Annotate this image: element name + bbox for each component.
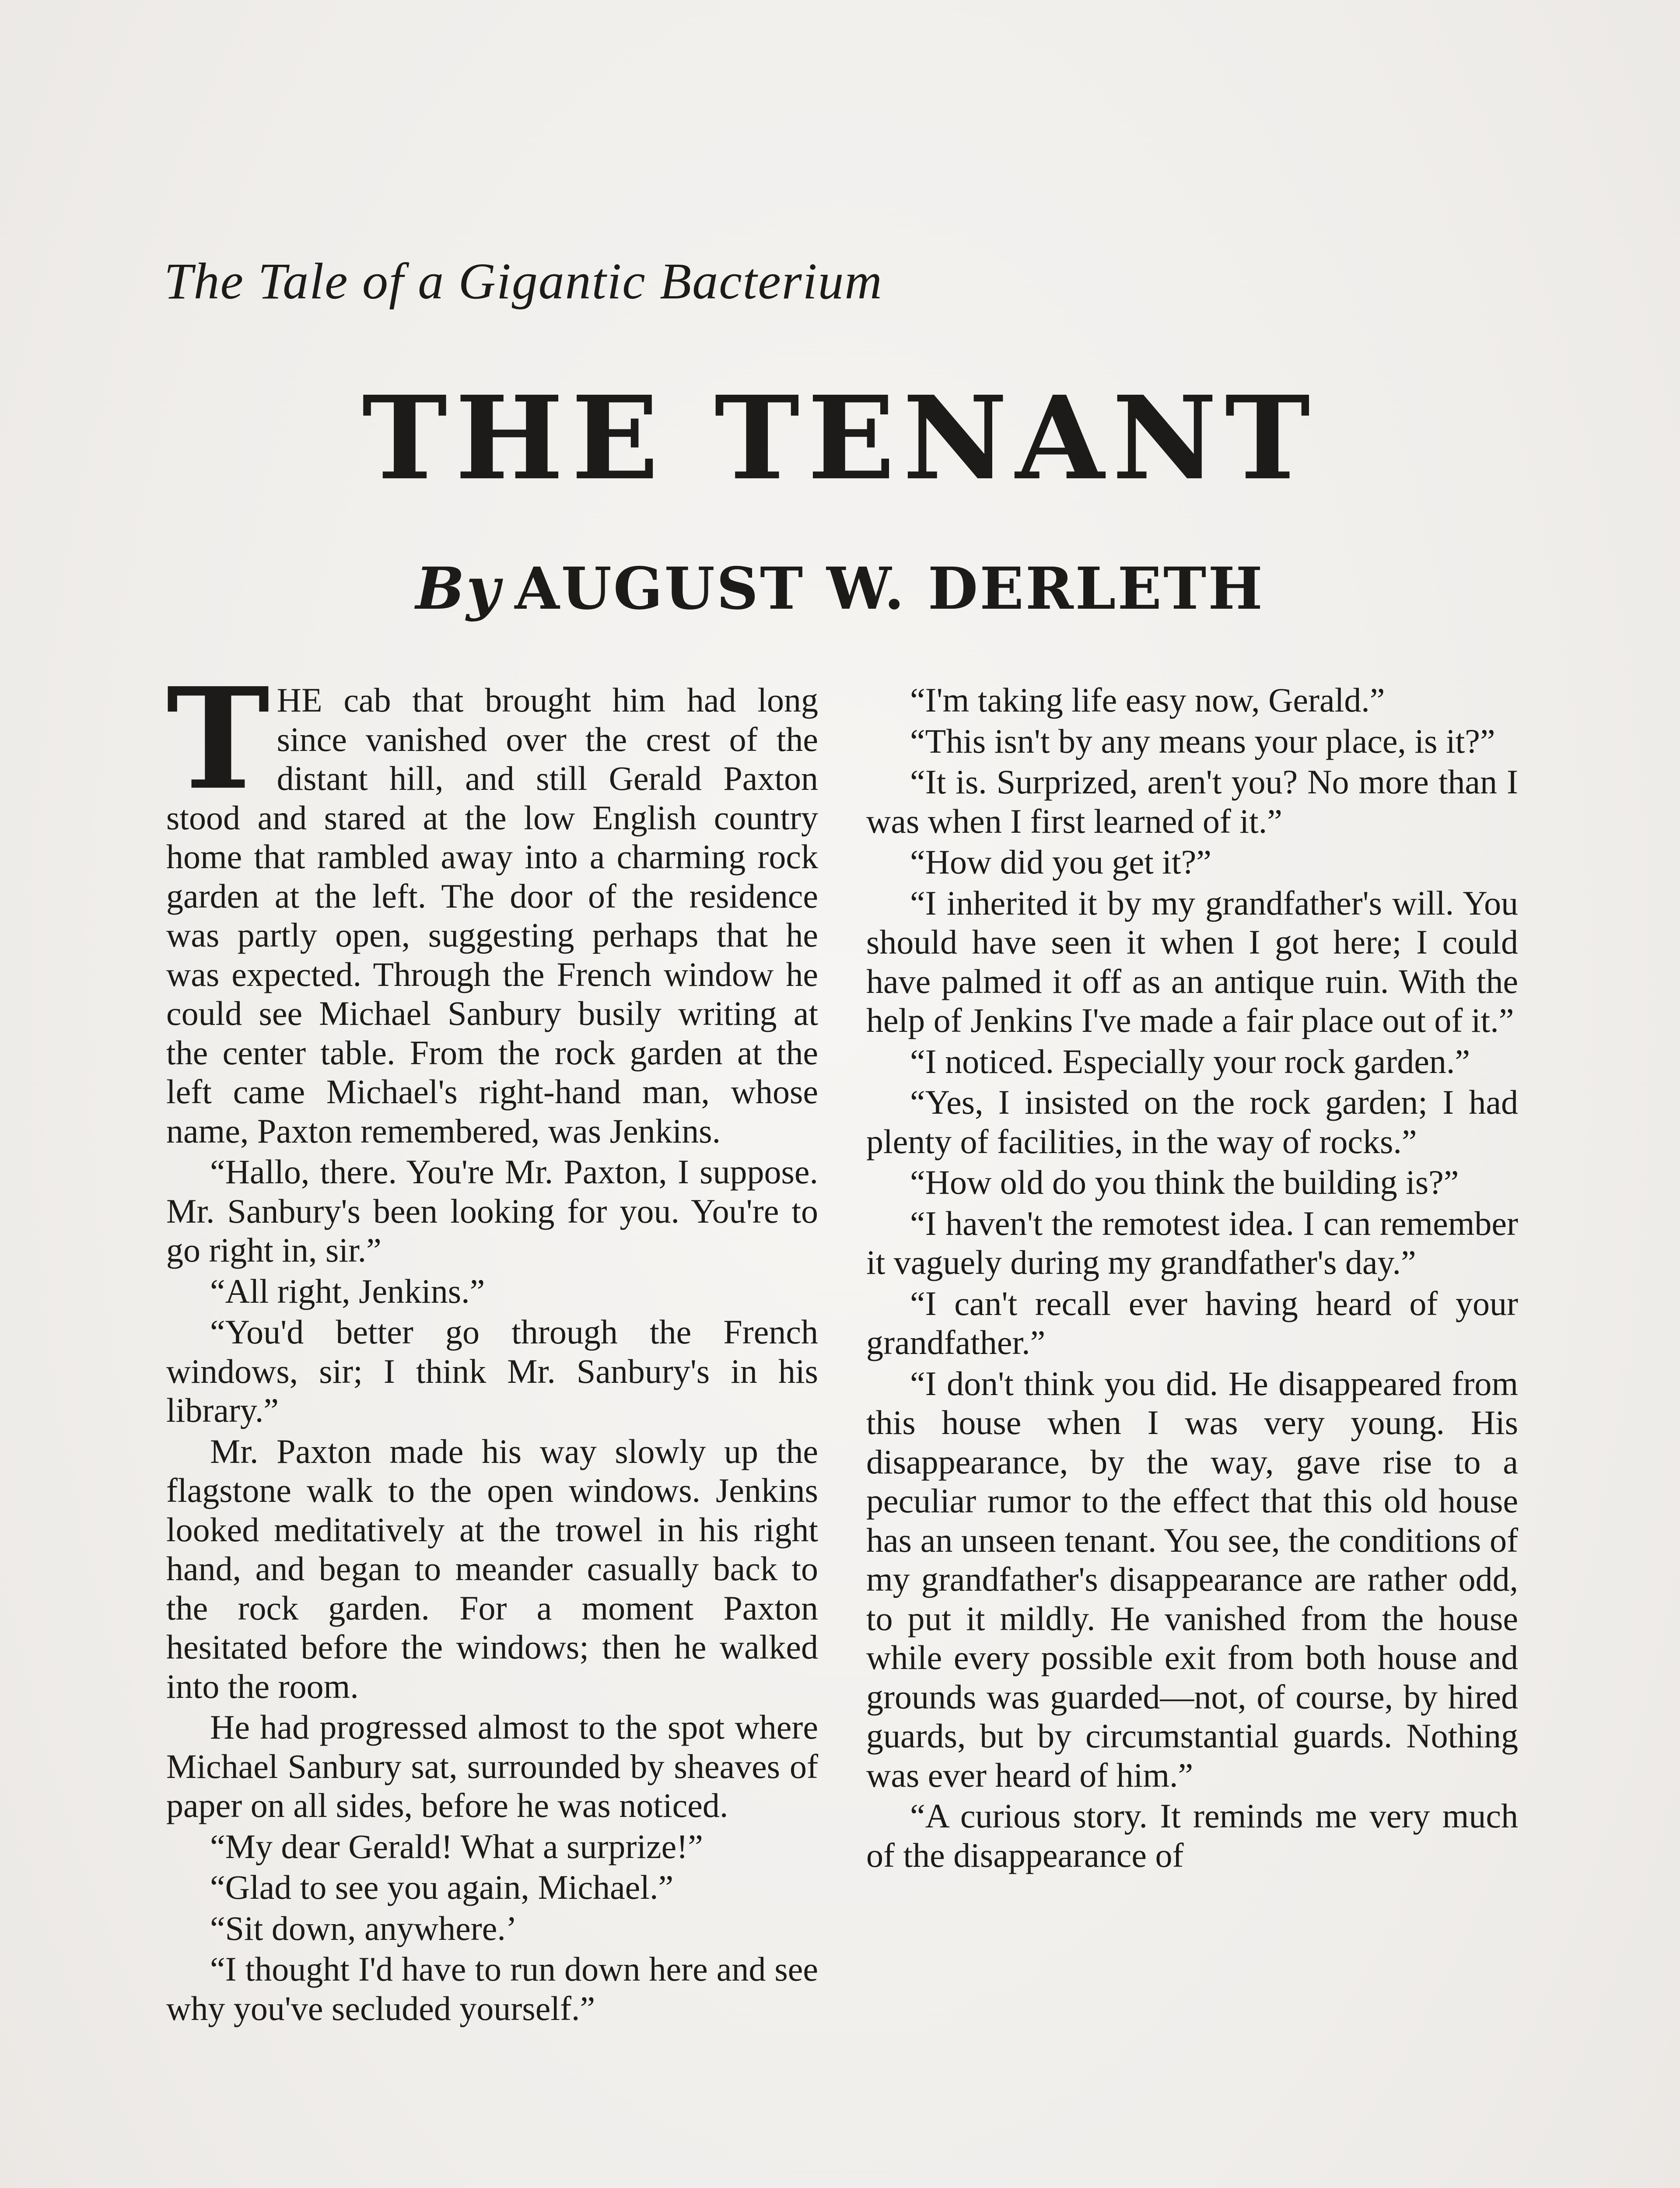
paragraph: “I'm taking life easy now, Gerald.” <box>910 681 1385 719</box>
paragraph: “This isn't by any means your place, is it?” <box>910 722 1495 760</box>
story-kicker: The Tale of a Gigantic Bacterium <box>164 252 883 310</box>
left-text-column <box>166 657 818 2028</box>
paragraph: “Hallo, there. You're Mr. Paxton, I suppose. Mr. Sanbury's been looking for you. You're to go right in, sir.” <box>166 1153 818 1269</box>
paragraph: “I don't think you did. He disappeared from this house when I was very young. His disappearance, by the way, gave rise to a peculiar rumor to the effect that this old house has an unseen tenant. You see, the conditions of my grandfather's disappearance are rather odd, to put it mildly. He vanished from the house while every possible exit from both house and grounds was guarded—not, of course, by hired guards, but by circumstantial guards. Nothing was ever heard of him.” <box>866 1364 1518 1794</box>
paragraph: “A curious story. It reminds me very much of the disappearance of <box>866 1797 1518 1874</box>
paragraph: “You'd better go through the French windows, sir; I think Mr. Sanbury's in his library.” <box>166 1313 818 1429</box>
paragraph: Mr. Paxton made his way slowly up the flagstone walk to the open windows. Jenkins looked meditatively at the trowel in his right hand, and began to meander casually back to the rock garden. For a moment Paxton hesitated before the windows; then he walked into the room. <box>166 1432 818 1705</box>
paragraph: “I thought I'd have to run down here and see why you've secluded yourself.” <box>166 1950 818 2027</box>
paragraph: “I inherited it by my grandfather's will. You should have seen it when I got here; I could have palmed it off as an antique ruin. With the help of Jenkins I've made a fair place out of it.” <box>866 884 1518 1039</box>
paragraph: “How did you get it?” <box>910 843 1211 881</box>
byline-by: By <box>416 555 502 623</box>
paragraph: “Sit down, anywhere.’ <box>210 1909 517 1947</box>
story-title: THE TENANT <box>362 371 1318 505</box>
paragraph: He had progressed almost to the spot where Michael Sanbury sat, surrounded by sheaves of paper on all sides, before he was noticed. <box>166 1708 818 1824</box>
byline <box>0 555 1680 623</box>
paragraph: “I can't recall ever having heard of your grandfather.” <box>866 1284 1518 1361</box>
paragraph: “Glad to see you again, Michael.” <box>210 1868 674 1906</box>
byline-author: AUGUST W. DERLETH <box>514 555 1264 623</box>
paragraph: “I noticed. Especially your rock garden.” <box>910 1042 1470 1080</box>
paragraph: “It is. Surprized, aren't you? No more than I was when I first learned of it.” <box>866 763 1518 840</box>
paragraph: “I haven't the remotest idea. I can remember it vaguely during my grandfather's day.” <box>866 1204 1518 1281</box>
paragraph <box>166 657 818 1150</box>
right-text-column <box>866 680 1518 1875</box>
paragraph: “How old do you think the building is?” <box>910 1163 1459 1201</box>
paragraph: “All right, Jenkins.” <box>210 1272 485 1310</box>
drop-cap: T <box>166 657 270 820</box>
paragraph: “Yes, I insisted on the rock garden; I had plenty of facilities, in the way of rocks.” <box>866 1083 1518 1161</box>
paragraph: “My dear Gerald! What a surprize!” <box>210 1827 703 1865</box>
paragraph-text: HE cab that brought him had long since vanished over the crest of the distant hill, and still Gerald Paxton stood and stared at the low English country home that rambled away into a charming rock garden at the left. The door of the residence was partly open, suggesting perhaps that he was expected. Through the French window he could see Michael Sanbury busily writing at the center table. From the rock garden at the left came Michael's right-hand man, whose name, Paxton remembered, was Jenkins. <box>166 681 818 1150</box>
